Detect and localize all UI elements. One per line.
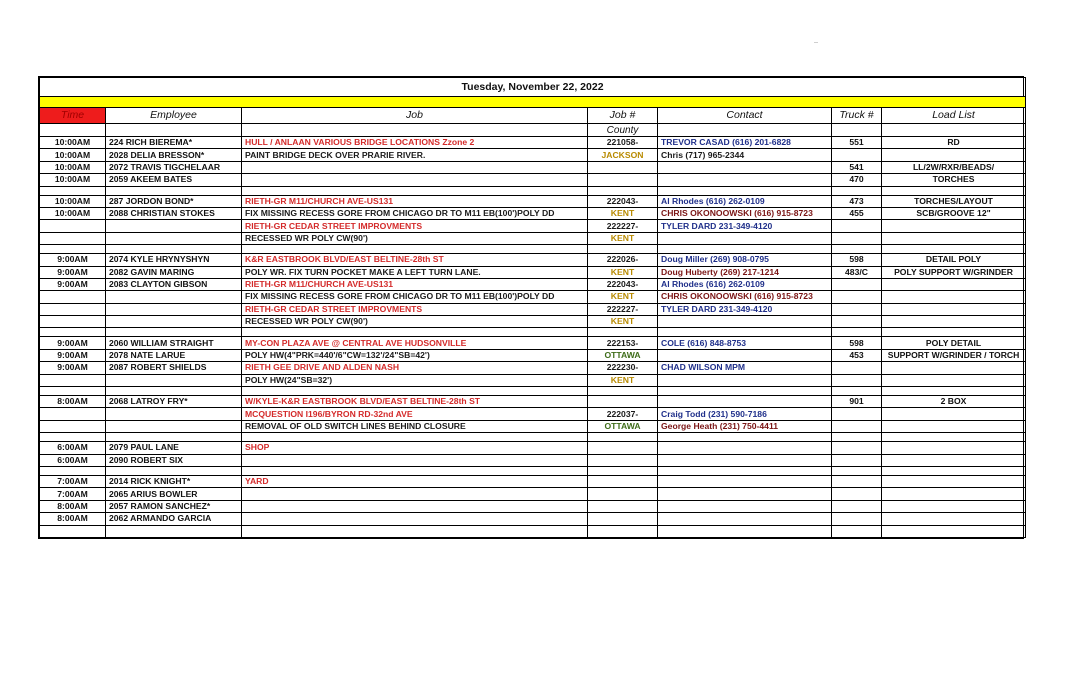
time-cell: 9:00AM	[40, 254, 106, 266]
time-cell: 10:00AM	[40, 174, 106, 186]
employee-cell	[106, 186, 242, 195]
time-cell	[40, 245, 106, 254]
job-number-cell	[588, 161, 658, 173]
truck-cell	[832, 362, 882, 374]
time-cell	[40, 433, 106, 442]
contact-cell	[658, 245, 832, 254]
time-cell: 9:00AM	[40, 337, 106, 349]
contact-cell	[658, 396, 832, 408]
employee-cell: 2014 RICK KNIGHT*	[106, 475, 242, 487]
contact-cell	[658, 328, 832, 337]
truck-cell	[832, 245, 882, 254]
job-number-cell	[588, 433, 658, 442]
load-list-cell	[882, 433, 1026, 442]
job-number-cell	[588, 466, 658, 475]
load-list-cell	[882, 220, 1026, 232]
truck-cell	[832, 186, 882, 195]
truck-cell	[832, 149, 882, 161]
load-list-cell	[882, 488, 1026, 500]
contact-cell	[658, 454, 832, 466]
contact-cell	[658, 316, 832, 328]
schedule-table	[39, 77, 1026, 538]
truck-cell	[832, 466, 882, 475]
time-cell	[40, 291, 106, 303]
job-cell: W/KYLE-K&R EASTBROOK BLVD/EAST BELTINE-28th ST	[242, 396, 588, 408]
time-cell: 8:00AM	[40, 500, 106, 512]
load-list-cell: 2 BOX	[882, 396, 1026, 408]
contact-cell: Craig Todd (231) 590-7186	[658, 408, 832, 420]
truck-cell	[832, 433, 882, 442]
header-contact: Contact	[658, 108, 832, 124]
job-cell: RECESSED WR POLY CW(90')	[242, 316, 588, 328]
time-cell: 8:00AM	[40, 396, 106, 408]
job-cell: RIETH-GR M11/CHURCH AVE-US131	[242, 278, 588, 290]
time-cell: 10:00AM	[40, 195, 106, 207]
job-number-cell: JACKSON	[588, 149, 658, 161]
time-cell: 10:00AM	[40, 149, 106, 161]
time-cell: 9:00AM	[40, 278, 106, 290]
truck-cell: 541	[832, 161, 882, 173]
job-number-cell: 222153-	[588, 337, 658, 349]
load-list-cell: SUPPORT W/GRINDER / TORCH	[882, 349, 1026, 361]
time-cell	[40, 387, 106, 396]
job-number-cell	[588, 387, 658, 396]
employee-cell: 2087 ROBERT SHIELDS	[106, 362, 242, 374]
employee-cell: 2068 LATROY FRY*	[106, 396, 242, 408]
time-cell	[40, 466, 106, 475]
contact-cell: COLE (616) 848-8753	[658, 337, 832, 349]
job-number-cell: KENT	[588, 374, 658, 386]
truck-cell	[832, 374, 882, 386]
job-cell: RIETH-GR CEDAR STREET IMPROVMENTS	[242, 303, 588, 315]
load-list-cell: LL/2W/RXR/BEADS/	[882, 161, 1026, 173]
job-number-cell	[588, 186, 658, 195]
header-time: Time	[40, 108, 106, 124]
job-cell: RIETH GEE DRIVE AND ALDEN NASH	[242, 362, 588, 374]
header-county: County	[588, 124, 658, 137]
yellow-band	[40, 97, 1026, 108]
truck-cell: 901	[832, 396, 882, 408]
time-cell	[40, 220, 106, 232]
time-cell	[40, 408, 106, 420]
load-list-cell	[882, 454, 1026, 466]
load-list-cell	[882, 291, 1026, 303]
job-cell: REMOVAL OF OLD SWITCH LINES BEHIND CLOSURE	[242, 420, 588, 432]
contact-cell	[658, 488, 832, 500]
load-list-cell: DETAIL POLY	[882, 254, 1026, 266]
truck-cell	[832, 525, 882, 537]
load-list-cell	[882, 442, 1026, 454]
job-cell	[242, 466, 588, 475]
time-cell: 6:00AM	[40, 454, 106, 466]
job-cell	[242, 500, 588, 512]
employee-cell: 2082 GAVIN MARING	[106, 266, 242, 278]
job-number-cell: 222227-	[588, 303, 658, 315]
employee-cell: 2059 AKEEM BATES	[106, 174, 242, 186]
contact-cell	[658, 466, 832, 475]
load-list-cell: RD	[882, 137, 1026, 149]
employee-cell: 2072 TRAVIS TIGCHELAAR	[106, 161, 242, 173]
truck-cell	[832, 408, 882, 420]
job-cell	[242, 174, 588, 186]
time-cell: 10:00AM	[40, 161, 106, 173]
job-number-cell	[588, 500, 658, 512]
job-number-cell	[588, 328, 658, 337]
table-row	[40, 525, 1026, 537]
employee-cell: 2028 DELIA BRESSON*	[106, 149, 242, 161]
employee-cell	[106, 303, 242, 315]
table-row	[40, 408, 1026, 420]
employee-cell: 2083 CLAYTON GIBSON	[106, 278, 242, 290]
table-row	[40, 374, 1026, 386]
truck-cell	[832, 513, 882, 525]
contact-cell: TREVOR CASAD (616) 201-6828	[658, 137, 832, 149]
job-cell: FIX MISSING RECESS GORE FROM CHICAGO DR TO M11 EB(100')POLY DD	[242, 207, 588, 219]
time-cell: 6:00AM	[40, 442, 106, 454]
job-cell	[242, 328, 588, 337]
employee-cell: 287 JORDON BOND*	[106, 195, 242, 207]
table-row	[40, 266, 1026, 278]
load-list-cell	[882, 316, 1026, 328]
employee-cell: 2090 ROBERT SIX	[106, 454, 242, 466]
employee-cell: 2079 PAUL LANE	[106, 442, 242, 454]
time-cell	[40, 316, 106, 328]
table-row	[40, 513, 1026, 525]
contact-cell: CHRIS OKONOOWSKI (616) 915-8723	[658, 291, 832, 303]
load-list-cell: TORCHES	[882, 174, 1026, 186]
job-number-cell	[588, 174, 658, 186]
employee-cell: 2074 KYLE HRYNYSHYN	[106, 254, 242, 266]
truck-cell	[832, 291, 882, 303]
job-cell: RIETH-GR M11/CHURCH AVE-US131	[242, 195, 588, 207]
load-list-cell	[882, 149, 1026, 161]
spacer-row	[40, 245, 1026, 254]
load-list-cell: POLY SUPPORT W/GRINDER	[882, 266, 1026, 278]
employee-cell	[106, 232, 242, 244]
employee-cell: 2062 ARMANDO GARCIA	[106, 513, 242, 525]
job-cell: POLY WR. FIX TURN POCKET MAKE A LEFT TURN LANE.	[242, 266, 588, 278]
spacer-row	[40, 328, 1026, 337]
load-list-cell: POLY DETAIL	[882, 337, 1026, 349]
table-row	[40, 278, 1026, 290]
subheader-empty	[242, 124, 588, 137]
contact-cell	[658, 186, 832, 195]
contact-cell	[658, 161, 832, 173]
table-row	[40, 254, 1026, 266]
truck-cell	[832, 316, 882, 328]
load-list-cell	[882, 232, 1026, 244]
job-cell	[242, 186, 588, 195]
job-number-cell: 222227-	[588, 220, 658, 232]
scan-mark	[814, 42, 818, 43]
contact-cell	[658, 475, 832, 487]
job-number-cell	[588, 396, 658, 408]
header-row	[40, 108, 1026, 124]
truck-cell	[832, 220, 882, 232]
load-list-cell	[882, 420, 1026, 432]
job-cell: POLY HW(4"PRK=440'/6"CW=132'/24"SB=42')	[242, 349, 588, 361]
job-cell	[242, 433, 588, 442]
truck-cell: 483/C	[832, 266, 882, 278]
job-number-cell: KENT	[588, 207, 658, 219]
spacer-row	[40, 387, 1026, 396]
time-cell: 10:00AM	[40, 207, 106, 219]
time-cell	[40, 374, 106, 386]
load-list-cell	[882, 245, 1026, 254]
header-truck: Truck #	[832, 108, 882, 124]
truck-cell	[832, 454, 882, 466]
contact-cell	[658, 174, 832, 186]
job-number-cell: OTTAWA	[588, 349, 658, 361]
employee-cell: 224 RICH BIEREMA*	[106, 137, 242, 149]
table-row	[40, 207, 1026, 219]
truck-cell	[832, 442, 882, 454]
job-cell: YARD	[242, 475, 588, 487]
job-cell: RECESSED WR POLY CW(90')	[242, 232, 588, 244]
contact-cell	[658, 349, 832, 361]
truck-cell: 453	[832, 349, 882, 361]
table-row	[40, 149, 1026, 161]
job-number-cell: 222043-	[588, 278, 658, 290]
time-cell: 9:00AM	[40, 266, 106, 278]
job-number-cell: 221058-	[588, 137, 658, 149]
time-cell: 7:00AM	[40, 488, 106, 500]
load-list-cell	[882, 525, 1026, 537]
load-list-cell	[882, 513, 1026, 525]
contact-cell	[658, 433, 832, 442]
job-cell: POLY HW(24"SB=32')	[242, 374, 588, 386]
truck-cell	[832, 303, 882, 315]
contact-cell: Chris (717) 965-2344	[658, 149, 832, 161]
load-list-cell	[882, 186, 1026, 195]
load-list-cell	[882, 328, 1026, 337]
employee-cell	[106, 245, 242, 254]
subheader-empty	[882, 124, 1026, 137]
title-row	[40, 78, 1026, 97]
header-job-number: Job #	[588, 108, 658, 124]
employee-cell: 2065 ARIUS BOWLER	[106, 488, 242, 500]
truck-cell	[832, 475, 882, 487]
job-number-cell: 222026-	[588, 254, 658, 266]
load-list-cell	[882, 374, 1026, 386]
contact-cell: Doug Miller (269) 908-0795	[658, 254, 832, 266]
table-row	[40, 232, 1026, 244]
job-cell	[242, 245, 588, 254]
load-list-cell	[882, 408, 1026, 420]
employee-cell	[106, 525, 242, 537]
subheader-empty	[832, 124, 882, 137]
employee-cell: 2060 WILLIAM STRAIGHT	[106, 337, 242, 349]
contact-cell	[658, 500, 832, 512]
time-cell: 9:00AM	[40, 349, 106, 361]
table-row	[40, 337, 1026, 349]
load-list-cell	[882, 466, 1026, 475]
header-load-list: Load List	[882, 108, 1026, 124]
employee-cell	[106, 328, 242, 337]
table-row	[40, 500, 1026, 512]
header-job: Job	[242, 108, 588, 124]
job-number-cell: KENT	[588, 232, 658, 244]
table-row	[40, 316, 1026, 328]
table-row	[40, 362, 1026, 374]
job-cell: HULL / ANLAAN VARIOUS BRIDGE LOCATIONS Zzone 2	[242, 137, 588, 149]
employee-cell	[106, 387, 242, 396]
time-cell	[40, 525, 106, 537]
page-title: Tuesday, November 22, 2022	[40, 78, 1026, 97]
job-number-cell	[588, 442, 658, 454]
table-row	[40, 220, 1026, 232]
truck-cell	[832, 328, 882, 337]
job-number-cell	[588, 513, 658, 525]
table-row	[40, 454, 1026, 466]
table-row	[40, 174, 1026, 186]
load-list-cell	[882, 303, 1026, 315]
truck-cell	[832, 420, 882, 432]
load-list-cell	[882, 500, 1026, 512]
table-row	[40, 137, 1026, 149]
truck-cell: 470	[832, 174, 882, 186]
contact-cell: Al Rhodes (616) 262-0109	[658, 195, 832, 207]
table-row	[40, 488, 1026, 500]
time-cell: 7:00AM	[40, 475, 106, 487]
employee-cell	[106, 374, 242, 386]
contact-cell	[658, 525, 832, 537]
employee-cell	[106, 466, 242, 475]
employee-cell	[106, 316, 242, 328]
job-cell	[242, 525, 588, 537]
job-number-cell	[588, 488, 658, 500]
employee-cell: 2078 NATE LARUE	[106, 349, 242, 361]
job-number-cell: OTTAWA	[588, 420, 658, 432]
load-list-cell	[882, 387, 1026, 396]
contact-cell: Doug Huberty (269) 217-1214	[658, 266, 832, 278]
table-row	[40, 396, 1026, 408]
subheader-empty	[40, 124, 106, 137]
truck-cell	[832, 232, 882, 244]
table-row	[40, 349, 1026, 361]
load-list-cell	[882, 362, 1026, 374]
job-number-cell: 222230-	[588, 362, 658, 374]
time-cell: 8:00AM	[40, 513, 106, 525]
job-cell	[242, 387, 588, 396]
employee-cell	[106, 408, 242, 420]
time-cell	[40, 303, 106, 315]
truck-cell	[832, 488, 882, 500]
truck-cell: 598	[832, 254, 882, 266]
job-number-cell: KENT	[588, 316, 658, 328]
job-number-cell	[588, 454, 658, 466]
job-cell: K&R EASTBROOK BLVD/EAST BELTINE-28th ST	[242, 254, 588, 266]
job-number-cell	[588, 475, 658, 487]
load-list-cell	[882, 475, 1026, 487]
truck-cell: 598	[832, 337, 882, 349]
subheader-empty	[106, 124, 242, 137]
employee-cell: 2057 RAMON SANCHEZ*	[106, 500, 242, 512]
employee-cell	[106, 220, 242, 232]
job-cell: MY-CON PLAZA AVE @ CENTRAL AVE HUDSONVILLE	[242, 337, 588, 349]
truck-cell: 551	[832, 137, 882, 149]
truck-cell: 455	[832, 207, 882, 219]
contact-cell	[658, 442, 832, 454]
contact-cell	[658, 232, 832, 244]
job-cell	[242, 513, 588, 525]
job-cell	[242, 454, 588, 466]
employee-cell	[106, 433, 242, 442]
job-number-cell: 222037-	[588, 408, 658, 420]
time-cell: 10:00AM	[40, 137, 106, 149]
yellow-band-cell	[40, 97, 1026, 108]
subheader-row	[40, 124, 1026, 137]
table-row	[40, 303, 1026, 315]
contact-cell: CHRIS OKONOOWSKI (616) 915-8723	[658, 207, 832, 219]
time-cell	[40, 328, 106, 337]
employee-cell	[106, 420, 242, 432]
truck-cell	[832, 278, 882, 290]
table-row	[40, 291, 1026, 303]
truck-cell	[832, 500, 882, 512]
truck-cell	[832, 387, 882, 396]
load-list-cell: SCB/GROOVE 12"	[882, 207, 1026, 219]
job-cell	[242, 488, 588, 500]
spacer-row	[40, 466, 1026, 475]
time-cell	[40, 232, 106, 244]
spacer-row	[40, 186, 1026, 195]
load-list-cell	[882, 278, 1026, 290]
contact-cell	[658, 513, 832, 525]
job-number-cell	[588, 525, 658, 537]
time-cell: 9:00AM	[40, 362, 106, 374]
spacer-row	[40, 433, 1026, 442]
time-cell	[40, 420, 106, 432]
job-cell: FIX MISSING RECESS GORE FROM CHICAGO DR TO M11 EB(100')POLY DD	[242, 291, 588, 303]
job-number-cell: KENT	[588, 291, 658, 303]
job-number-cell: 222043-	[588, 195, 658, 207]
table-row	[40, 161, 1026, 173]
employee-cell	[106, 291, 242, 303]
job-cell	[242, 161, 588, 173]
job-cell: RIETH-GR CEDAR STREET IMPROVMENTS	[242, 220, 588, 232]
contact-cell	[658, 374, 832, 386]
job-number-cell: KENT	[588, 266, 658, 278]
contact-cell	[658, 387, 832, 396]
table-row	[40, 475, 1026, 487]
load-list-cell: TORCHES/LAYOUT	[882, 195, 1026, 207]
job-cell: PAINT BRIDGE DECK OVER PRARIE RIVER.	[242, 149, 588, 161]
contact-cell: George Heath (231) 750-4411	[658, 420, 832, 432]
employee-cell: 2088 CHRISTIAN STOKES	[106, 207, 242, 219]
job-cell: SHOP	[242, 442, 588, 454]
table-row	[40, 195, 1026, 207]
job-cell: MCQUESTION I196/BYRON RD-32nd AVE	[242, 408, 588, 420]
table-row	[40, 420, 1026, 432]
subheader-empty	[658, 124, 832, 137]
table-row	[40, 442, 1026, 454]
job-number-cell	[588, 245, 658, 254]
contact-cell: CHAD WILSON MPM	[658, 362, 832, 374]
contact-cell: Al Rhodes (616) 262-0109	[658, 278, 832, 290]
time-cell	[40, 186, 106, 195]
schedule-sheet	[38, 76, 1024, 539]
contact-cell: TYLER DARD 231-349-4120	[658, 303, 832, 315]
header-employee: Employee	[106, 108, 242, 124]
truck-cell: 473	[832, 195, 882, 207]
contact-cell: TYLER DARD 231-349-4120	[658, 220, 832, 232]
